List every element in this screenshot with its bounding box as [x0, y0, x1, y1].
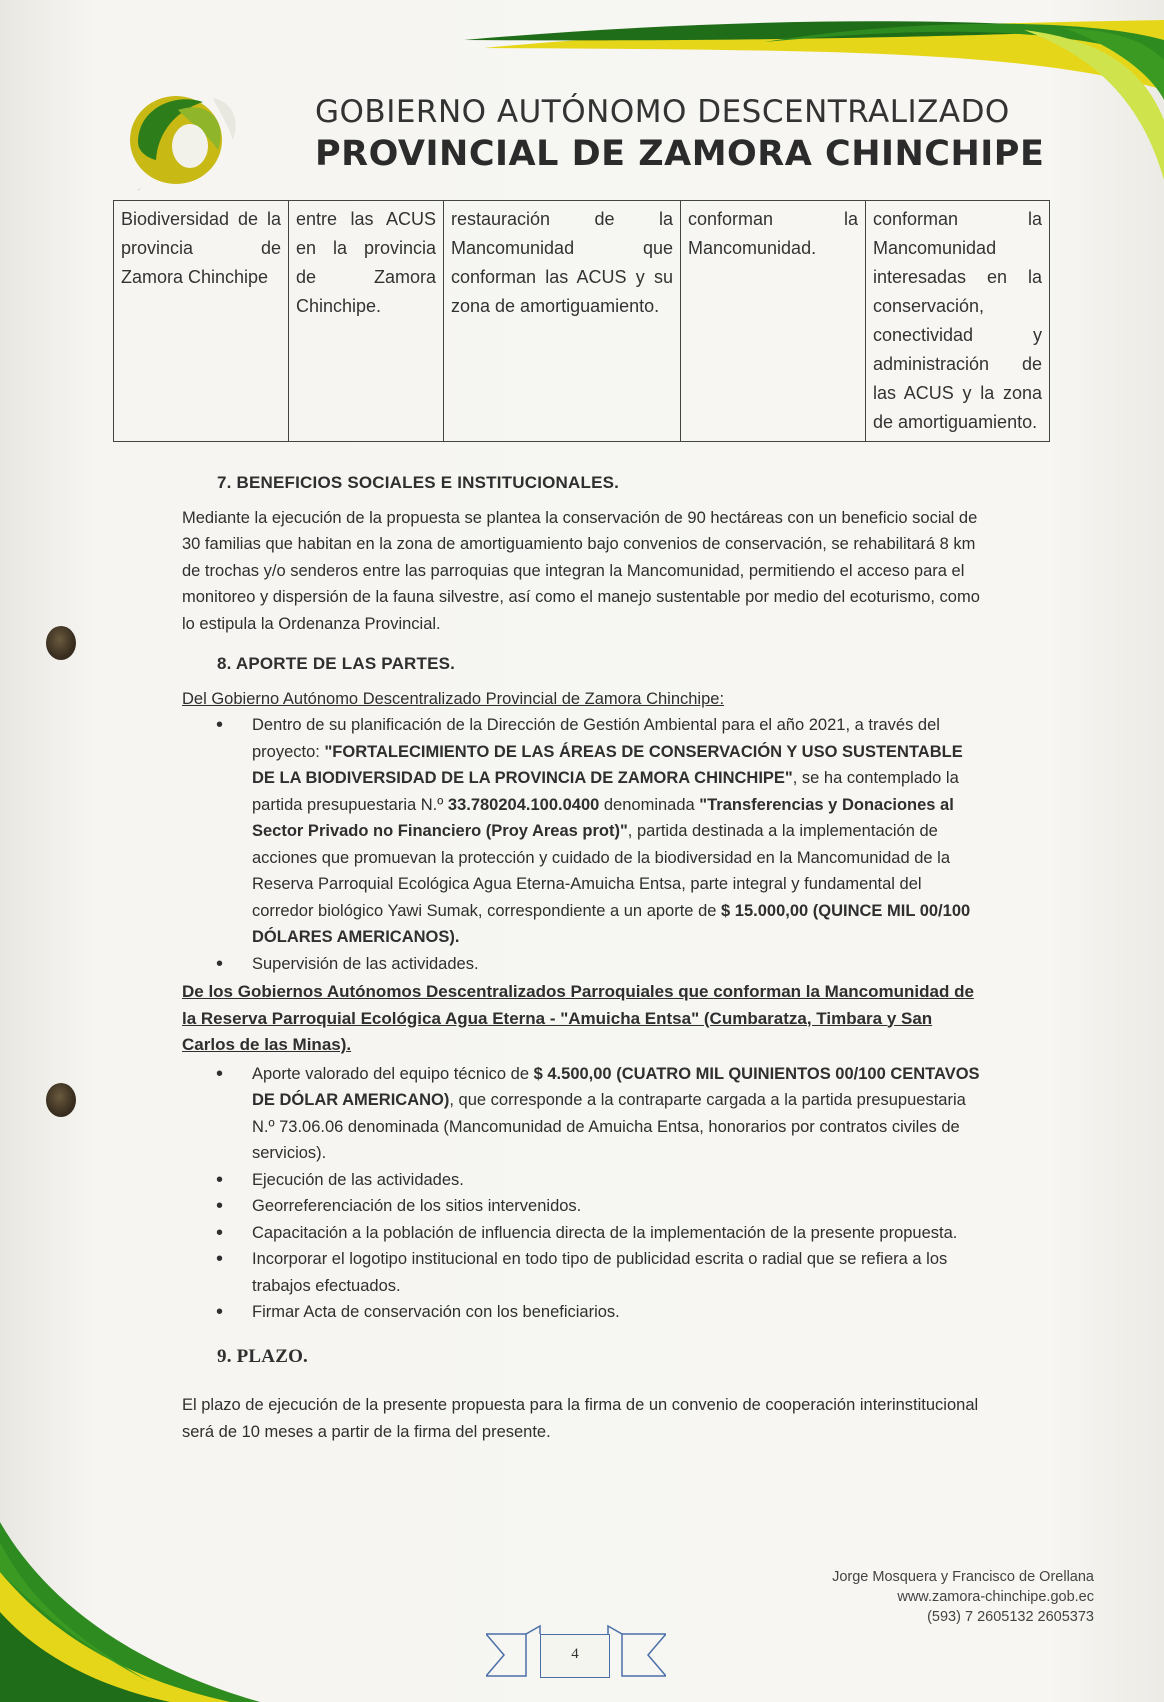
- table-cell: Biodiversidad de la provincia de Zamora Chinchipe: [114, 201, 289, 442]
- footer-contact: [832, 1567, 1094, 1627]
- list-item: • Incorporar el logotipo institucional en todo tipo de publicidad escrita o radial que se refiera a los trabajos efectuados.: [252, 1246, 982, 1299]
- section-8-subheading-provincial: Del Gobierno Autónomo Descentralizado Provincial de Zamora Chinchipe:: [182, 689, 725, 708]
- section-7-text: Mediante la ejecución de la propuesta se plantea la conservación de 90 hectáreas con un beneficio social de 30 familias que habitan en la zona de amortiguamiento bajo convenios de conservación, se rehabilitará 8 km de trochas y/o senderos entre las parroquias que integran la Mancomunidad, permitiendo el acceso para el monitoreo y dispersión de la fauna silvestre, así como el manejo sustentable por medio del ecoturismo, como lo estipula la Ordenanza Provincial.: [182, 508, 980, 633]
- list-item: • Firmar Acta de conservación con los beneficiarios.: [252, 1299, 982, 1326]
- table-cell: entre las ACUS en la provincia de Zamora Chinchipe.: [289, 201, 444, 442]
- section-9-title: 9. PLAZO.: [217, 1345, 309, 1367]
- page-number: 4: [571, 1646, 579, 1662]
- provincial-logo-icon: [118, 80, 248, 195]
- provincial-contributions-list: [182, 712, 982, 977]
- punch-hole: [46, 626, 76, 660]
- list-item: • Georreferenciación de los sitios intervenidos.: [252, 1193, 982, 1220]
- footer-website: www.zamora-chinchipe.gob.ec: [897, 1589, 1094, 1605]
- section-8-subheading-parroquial: De los Gobiernos Autónomos Descentralizados Parroquiales que conforman la Mancomunidad de la Reserva Parroquial Ecológica Agua Eterna - "Amuicha Entsa" (Cumbaratza, Timbara y San Carlos de las Minas).: [182, 982, 974, 1054]
- table-cell: restauración de la Mancomunidad que conforman las ACUS y su zona de amortiguamiento.: [444, 201, 681, 442]
- header-title-line2: PROVINCIAL DE ZAMORA CHINCHIPE: [315, 134, 1045, 174]
- list-item: • Dentro de su planificación de la Dirección de Gestión Ambiental para el año 2021, a través del proyecto: "FORTALECIMIENTO DE LAS ÁREAS DE CONSERVACIÓN Y USO SUSTENTABLE DE LA BIODIVERSIDAD DE LA PROVINCIA DE ZAMORA CHINCHIPE", se ha contemplado la partida presupuestaria N.º 33.780204.100.0400 denominada "Transferencias y Donaciones al Sector Privado no Financiero (Proy Areas prot)", partida destinada a la implementación de acciones que promuevan la protección y cuidado de la biodiversidad en la Mancomunidad de la Reserva Parroquial Ecológica Agua Eterna-Amuicha Entsa, parte integral y fundamental del corredor biológico Yawi Sumak, correspondiente a un aporte de $ 15.000,00 (QUINCE MIL 00/100 DÓLARES AMERICANOS).: [252, 712, 982, 951]
- section-7-title: 7. BENEFICIOS SOCIALES E INSTITUCIONALES.: [217, 473, 620, 492]
- list-item: • Capacitación a la población de influencia directa de la implementación de la presente propuesta.: [252, 1220, 982, 1247]
- list-item: • Supervisión de las actividades.: [252, 951, 982, 978]
- section-8-title: 8. APORTE DE LAS PARTES.: [217, 654, 456, 673]
- footer-phone: (593) 7 2605132 2605373: [927, 1609, 1094, 1625]
- page-number-box: [540, 1634, 610, 1678]
- list-item: • Aporte valorado del equipo técnico de $ 4.500,00 (CUATRO MIL QUINIENTOS 00/100 CENTAVOS DE DÓLAR AMERICANO), que corresponde a la contraparte cargada a la partida presupuestaria N.º 73.06.06 denominada (Mancomunidad de Amuicha Entsa, honorarios por contratos civiles de servicios).: [252, 1061, 982, 1167]
- table-row: [114, 201, 1050, 442]
- section-9-text: El plazo de ejecución de la presente propuesta para la firma de un convenio de cooperación interinstitucional será de 10 meses a partir de la firma del presente.: [182, 1396, 979, 1441]
- objectives-table: [113, 200, 1050, 442]
- table-cell: conforman la Mancomunidad.: [681, 201, 866, 442]
- list-item: • Ejecución de las actividades.: [252, 1167, 982, 1194]
- footer-swoosh-decoration: [0, 1482, 260, 1702]
- document-body: [182, 470, 982, 1455]
- svg-text:.: .: [138, 185, 140, 192]
- footer-address: Jorge Mosquera y Francisco de Orellana: [832, 1569, 1094, 1585]
- punch-hole: [46, 1083, 76, 1117]
- table-cell: conforman la Mancomunidad interesadas en la conservación, conectividad y administración de las ACUS y la zona de amortiguamiento.: [866, 201, 1050, 442]
- header-title-line1: GOBIERNO AUTÓNOMO DESCENTRALIZADO: [315, 94, 1010, 130]
- parroquial-contributions-list: [182, 1061, 982, 1326]
